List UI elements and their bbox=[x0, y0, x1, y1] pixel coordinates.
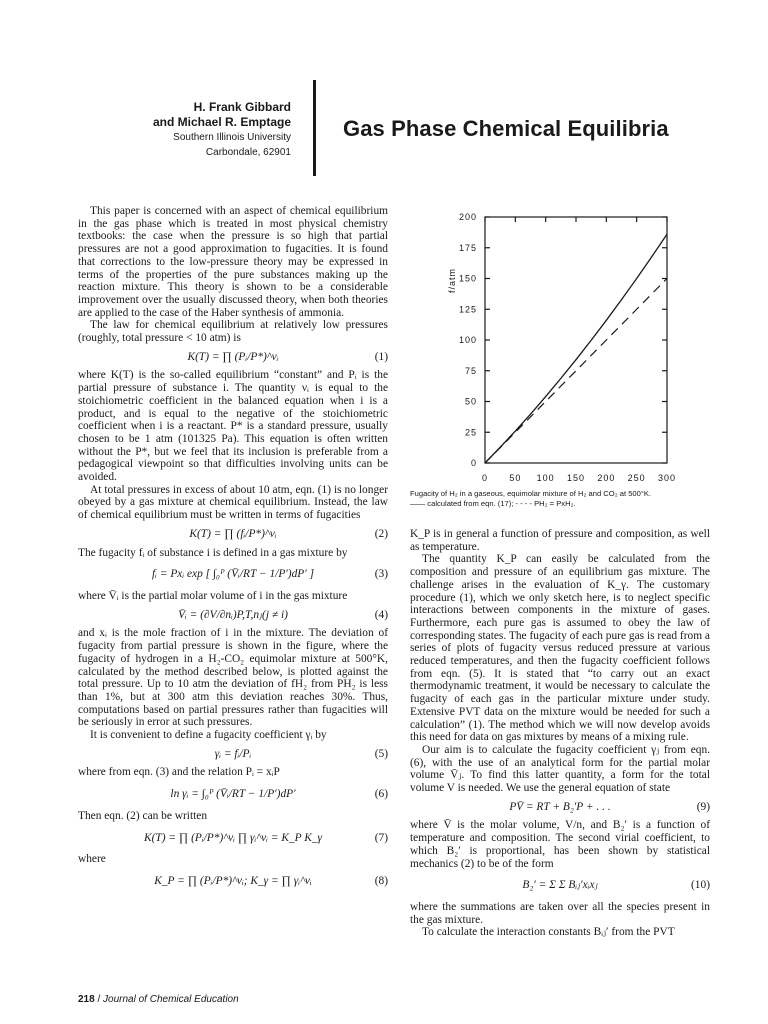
equation-text: V̄ᵢ = (∂V/∂nᵢ)P,T,nⱼ(j ≠ i) bbox=[178, 608, 288, 621]
paragraph: The law for chemical equilibrium at relatively low pressures (roughly, total pressure < 10 atm) is bbox=[78, 319, 388, 345]
fugacity-figure bbox=[405, 205, 715, 525]
right-column bbox=[410, 528, 710, 939]
equation-6 bbox=[78, 788, 388, 801]
paragraph: The quantity K_P can easily be calculated from the composition and pressure of an equilibrium gas mixture. The challenge arises in the evaluation of K_γ. The customary procedure (1), which we only sketch here, is to neglect specific interactions between components in the mixture of gases. Furthermore, each pure gas is assumed to obey the law of corresponding states. The fugacity of each pure gas is read from a series of plots of fugacity versus reduced pressure at various reduced temperatures, and then the fugacity coefficient follows from eqn. (5). It is stated that “to carry out an exact thermodynamic treatment, it would be necessary to calculate the fugacity of each gas in the particular mixture under study. Extensive PVT data on the mixture would be needed for such a calculation” (1). The method which we will now develop avoids this need for data on gas mixtures by means of a mixing rule. bbox=[410, 553, 710, 744]
author-name: and Michael R. Emptage bbox=[152, 115, 291, 129]
paragraph: It is convenient to define a fugacity coefficient γᵢ by bbox=[90, 729, 327, 742]
plot-frame bbox=[485, 217, 667, 463]
paragraph: Then eqn. (2) can be written bbox=[78, 809, 208, 822]
equation-text: γᵢ = fᵢ/Pᵢ bbox=[214, 747, 252, 760]
paragraph: where the summations are taken over all the species present in the gas mixture. bbox=[410, 900, 710, 926]
equation-9 bbox=[410, 801, 710, 814]
fugacity-chart bbox=[405, 205, 715, 489]
x-tick-labels bbox=[482, 473, 676, 483]
x-tick-label: 100 bbox=[536, 473, 555, 483]
equation-number: (9) bbox=[696, 800, 710, 813]
axis-ticks bbox=[485, 217, 667, 463]
page-footer bbox=[78, 994, 239, 1005]
x-tick-label: 200 bbox=[597, 473, 616, 483]
equation-2 bbox=[78, 528, 388, 541]
equation-text: K(T) = ∏ (Pᵢ/P*)^νᵢ bbox=[187, 350, 279, 363]
paragraph: Our aim is to calculate the fugacity coefficient γⱼ from eqn. (6), with the use of an analytical form for the partial molar volume V̄ⱼ. To find this latter quantity, a form for the total volume V is needed. We use the general equation of state bbox=[410, 743, 710, 795]
equation-number: (8) bbox=[374, 874, 388, 887]
y-tick-label: 0 bbox=[470, 458, 477, 468]
article-header bbox=[0, 0, 768, 190]
equation-number: (5) bbox=[374, 747, 388, 760]
journal-name: Journal of Chemical Education bbox=[103, 994, 239, 1005]
footer-separator: / bbox=[97, 994, 101, 1005]
equation-text: K(T) = ∏ (fᵢ/P*)^νᵢ bbox=[189, 527, 277, 540]
equation-number: (2) bbox=[374, 527, 388, 540]
series-fugacity-calculated bbox=[485, 234, 667, 463]
equation-number: (3) bbox=[374, 568, 388, 581]
caption-line: —— calculated from eqn. (17); - - - - PH₂ = PxH₂. bbox=[410, 499, 576, 508]
equation-5 bbox=[78, 748, 388, 761]
paragraph: At total pressures in excess of about 10 atm, eqn. (1) is no longer obeyed by a gas mixture at chemical equilibrium. Instead, the law of chemical equilibrium must be written in terms of fugacities bbox=[78, 483, 388, 522]
y-tick-label: 175 bbox=[458, 242, 477, 253]
y-tick-labels bbox=[459, 212, 477, 468]
equation-text: K_P = ∏ (Pᵢ/P*)^νᵢ; K_γ = ∏ γᵢ^νᵢ bbox=[154, 874, 312, 887]
equation-1 bbox=[78, 351, 388, 364]
equation-text: PV̄ = RT + B₂′P + . . . bbox=[509, 800, 611, 813]
equation-text: K(T) = ∏ (Pᵢ/P*)^νᵢ ∏ γᵢ^νᵢ = K_P K_γ bbox=[143, 831, 323, 844]
caption-line: Fugacity of H₂ in a gaseous, equimolar mixture of H₂ and CO₂ at 500°K. bbox=[410, 489, 652, 498]
author-name: H. Frank Gibbard bbox=[193, 100, 291, 114]
equation-text: ln γᵢ = ∫₀ᴾ (V̄ᵢ/RT − 1/P′)dP′ bbox=[170, 788, 296, 801]
y-axis-label: f/atm bbox=[447, 267, 457, 294]
equation-number: (4) bbox=[374, 608, 388, 621]
paragraph: where from eqn. (3) and the relation Pᵢ = xᵢP bbox=[78, 766, 280, 779]
x-tick-label: 300 bbox=[657, 473, 677, 483]
x-tick-label: 50 bbox=[509, 473, 522, 483]
equation-7 bbox=[78, 832, 388, 845]
equation-3 bbox=[78, 568, 388, 581]
article-title: Gas Phase Chemical Equilibria bbox=[343, 116, 669, 141]
affiliation: Southern Illinois University bbox=[173, 132, 291, 143]
paragraph: where bbox=[78, 853, 106, 866]
left-column bbox=[78, 205, 388, 897]
author-block bbox=[153, 100, 291, 160]
y-tick-label: 25 bbox=[464, 427, 477, 438]
header-divider bbox=[313, 80, 316, 176]
paragraph: where V̄ is the molar volume, V/n, and B₂′ is a function of temperature and composition. The second virial coefficient, to which B₂′ is proportional, has been shown by statistical mechanics (2) to be of the form bbox=[410, 819, 710, 870]
equation-text: B₂′ = Σ Σ Bᵢⱼ′xᵢxⱼ bbox=[522, 879, 598, 892]
y-tick-label: 150 bbox=[458, 273, 477, 284]
equation-4 bbox=[78, 609, 388, 622]
equation-number: (1) bbox=[374, 350, 388, 363]
paragraph: The fugacity fᵢ of substance i is defined in a gas mixture by bbox=[78, 546, 348, 559]
equation-number: (10) bbox=[691, 879, 710, 892]
page-number: 218 bbox=[78, 994, 95, 1005]
affiliation-location: Carbondale, 62901 bbox=[205, 147, 291, 158]
x-tick-label: 150 bbox=[566, 473, 586, 483]
paragraph: This paper is concerned with an aspect of chemical equilibrium in the gas phase which is treated in most physical chemistry textbooks: the case when the pressure is so high that partial pressures are not a good approximation to fugacities. It is found that corrections to the low-pressure theory may be expressed in terms of the properties of the pure substances making up the reaction mixture. This theory is shown to be a considerable improvement over the usually discussed theory, when both theories are applied to the case of the Haber synthesis of ammonia. bbox=[78, 205, 388, 319]
x-tick-label: 250 bbox=[627, 473, 646, 483]
y-tick-label: 50 bbox=[464, 396, 477, 407]
paragraph: K_P is in general a function of pressure and composition, as well as temperature. bbox=[410, 528, 710, 553]
equation-text: fᵢ = Pxᵢ exp [ ∫₀ᴾ (V̄ᵢ/RT − 1/P′)dP′ ] bbox=[151, 568, 315, 581]
equation-number: (6) bbox=[374, 788, 388, 801]
equation-8 bbox=[78, 875, 388, 888]
x-tick-label: 0 bbox=[481, 473, 489, 483]
equation-10 bbox=[410, 879, 710, 892]
equation-number: (7) bbox=[374, 831, 388, 844]
y-tick-label: 200 bbox=[458, 212, 477, 222]
y-tick-label: 125 bbox=[458, 304, 477, 315]
paragraph: where V̄ᵢ is the partial molar volume of i in the gas mixture bbox=[78, 589, 348, 602]
y-tick-label: 100 bbox=[458, 335, 477, 345]
paragraph: where K(T) is the so-called equilibrium “constant” and Pᵢ is the partial pressure of substance i. The quantity νᵢ is equal to the stoichiometric coefficient in the balanced equation when i is a product, and is equal to the negative of the stoichiometric coefficient when i is a reactant. P* is a standard pressure, usually chosen to be 1 atm (101325 Pa). This equation is often written without the P*, but we feel that its inclusion is preferable from a pedagogical viewpoint so that difficulties involving units can be avoided. bbox=[78, 369, 388, 484]
paragraph: To calculate the interaction constants Bᵢⱼ′ from the PVT bbox=[422, 926, 675, 939]
paragraph: and xᵢ is the mole fraction of i in the mixture. The deviation of fugacity from partial pressure is shown in the figure, where the fugacity of hydrogen in a H₂-CO₂ equimolar mixture at 500°K, calculated by the method described below, is plotted against the total pressure. Up to 10 atm the deviation of fH₂ from PH₂ is less than 1%, but at 300 atm this deviation reaches 30%. Thus, computations based on partial pressures rather than fugacities will be seriously in error at such pressures. bbox=[78, 627, 388, 729]
series-partial-pressure bbox=[485, 279, 667, 464]
figure-caption bbox=[410, 489, 710, 509]
y-tick-label: 75 bbox=[464, 365, 477, 376]
